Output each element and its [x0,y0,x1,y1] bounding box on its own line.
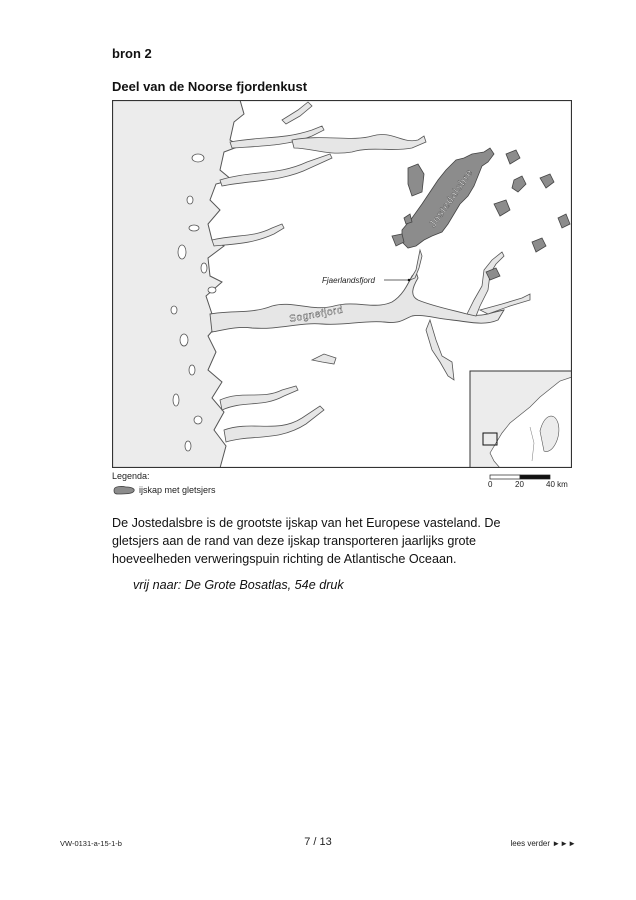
overview-inset [470,371,572,468]
scale-tick-40: 40 km [546,480,568,489]
description-paragraph: De Jostedalsbre is de grootste ijskap van het Europese vasteland. De gletsjers aan de rand van deze ijskap transporteren jaarlijks grote hoeveelheden verweringspuin richting de Atlantische Oceaan. [112,516,501,566]
source-citation: vrij naar: De Grote Bosatlas, 54e druk [133,578,344,592]
legend-item-label: ijskap met gletsjers [139,485,216,495]
exam-code: VW-0131-a-15-1-b [60,839,122,848]
figure-title: Deel van de Noorse fjordenkust [112,79,308,94]
source-label: bron 2 [112,46,152,61]
sognefjord-label: Sognefjord [288,304,345,325]
fjord-map [112,100,572,468]
scale-tick-20: 20 [515,480,524,489]
icecap-label: Jostedalsbre [427,167,476,230]
fjaerlandsfjord-label: Fjaerlandsfjord [322,276,375,285]
page-number: 7 / 13 [304,836,332,848]
icecap-swatch-icon [112,485,136,495]
scale-tick-0: 0 [488,480,493,489]
legend-heading: Legenda: [112,471,150,481]
scale-bar [486,470,576,492]
continue-reading: lees verder ►►► [510,839,576,848]
legend-item-icecap [112,485,216,495]
